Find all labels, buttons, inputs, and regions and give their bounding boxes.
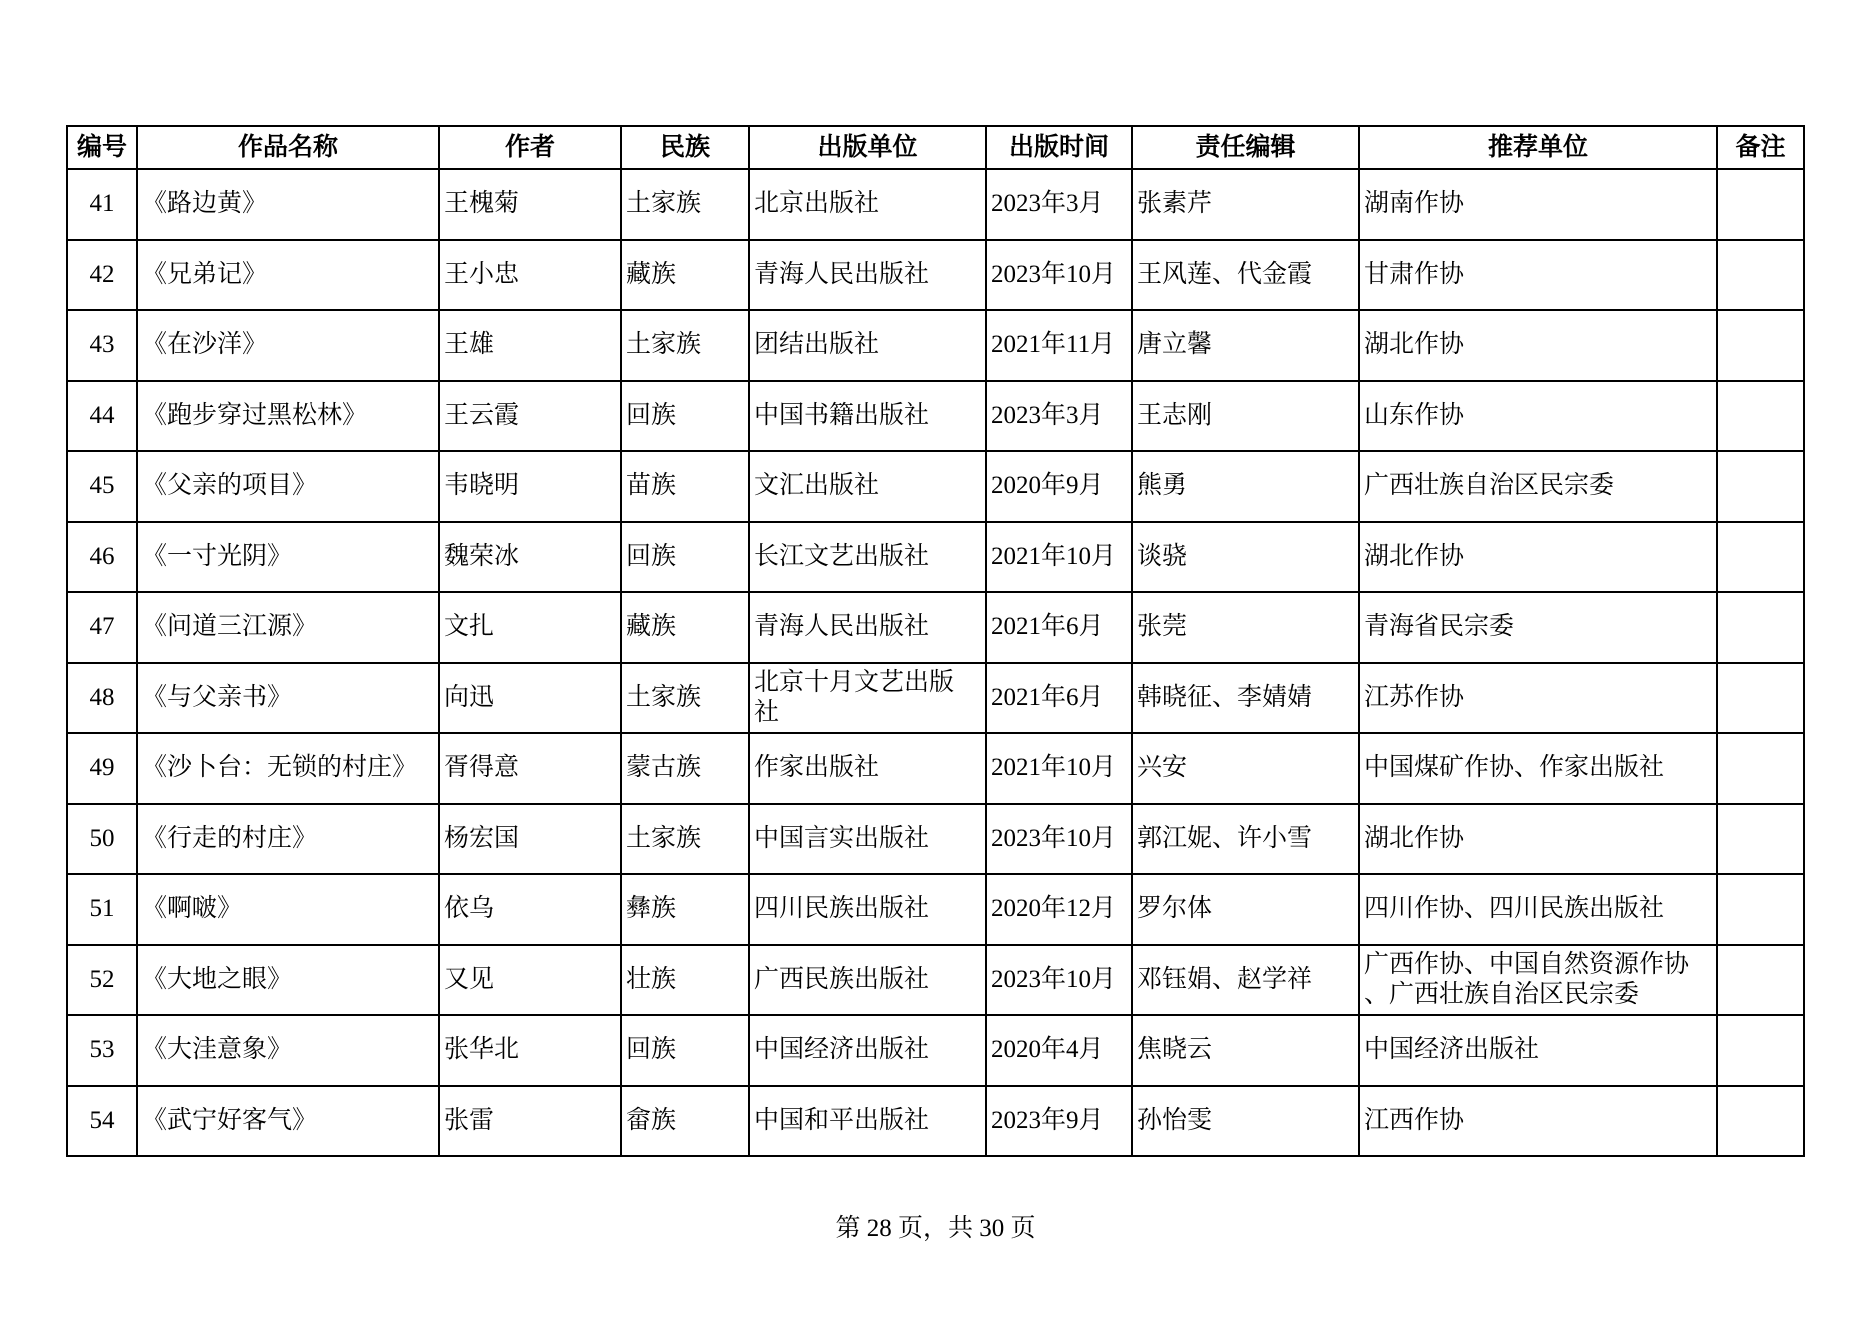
- row-number-text: 47: [89, 613, 115, 641]
- cell-author: [439, 522, 621, 593]
- cell-work-title: [137, 240, 439, 311]
- cell-editor: [1132, 381, 1359, 452]
- cell-remark: [1717, 310, 1804, 381]
- recommender-text: 江西作协: [1364, 1106, 1465, 1134]
- cell-work-title: [137, 663, 439, 734]
- cell-publish-date: [986, 1015, 1132, 1086]
- publish-date-text: 2021年10月: [991, 542, 1117, 570]
- cell-publisher: [749, 663, 986, 734]
- cell-recommender: [1359, 1086, 1717, 1157]
- work-title-text: 《父亲的项目》: [142, 472, 318, 500]
- work-title-text: 《大洼意象》: [142, 1036, 293, 1064]
- author-text: 韦晓明: [444, 472, 520, 500]
- cell-work-title: [137, 874, 439, 945]
- cell-row-number: [67, 310, 137, 381]
- publisher-text: 中国经济出版社: [754, 1036, 930, 1064]
- cell-row-number: [67, 874, 137, 945]
- cell-editor: [1132, 522, 1359, 593]
- recommender-text: 中国煤矿作协、作家出版社: [1364, 754, 1665, 782]
- cell-publish-date: [986, 451, 1132, 522]
- author-text: 文扎: [444, 613, 495, 641]
- publish-date-text: 2023年3月: [991, 190, 1104, 218]
- table-row: [67, 381, 1804, 452]
- work-title-text: 《沙卜台：无锁的村庄》: [142, 754, 418, 782]
- cell-row-number: [67, 240, 137, 311]
- author-text: 王云霞: [444, 401, 520, 429]
- cell-editor: [1132, 733, 1359, 804]
- ethnicity-text: 回族: [626, 1036, 677, 1064]
- ethnicity-text: 藏族: [626, 613, 677, 641]
- cell-recommender: [1359, 804, 1717, 875]
- cell-publisher: [749, 240, 986, 311]
- cell-ethnicity: [621, 381, 749, 452]
- cell-remark: [1717, 874, 1804, 945]
- cell-recommender: [1359, 522, 1717, 593]
- row-number-text: 45: [89, 472, 115, 500]
- cell-recommender: [1359, 945, 1717, 1016]
- author-text: 王小忠: [444, 260, 520, 288]
- cell-remark: [1717, 1015, 1804, 1086]
- table-row: [67, 451, 1804, 522]
- header-number: 编号: [67, 126, 137, 169]
- cell-publisher: [749, 381, 986, 452]
- ethnicity-text: 土家族: [626, 683, 702, 711]
- work-title-text: 《问道三江源》: [142, 613, 318, 641]
- cell-work-title: [137, 592, 439, 663]
- table-row: [67, 1086, 1804, 1157]
- author-text: 张华北: [444, 1036, 520, 1064]
- cell-ethnicity: [621, 592, 749, 663]
- ethnicity-text: 藏族: [626, 260, 677, 288]
- cell-editor: [1132, 592, 1359, 663]
- row-number-text: 41: [89, 190, 115, 218]
- cell-author: [439, 381, 621, 452]
- cell-row-number: [67, 522, 137, 593]
- cell-author: [439, 592, 621, 663]
- publish-date-text: 2023年3月: [991, 401, 1104, 429]
- cell-ethnicity: [621, 663, 749, 734]
- cell-work-title: [137, 1086, 439, 1157]
- recommender-text: 中国经济出版社: [1364, 1036, 1540, 1064]
- table-row: [67, 240, 1804, 311]
- work-title-text: 《武宁好客气》: [142, 1106, 318, 1134]
- cell-remark: [1717, 381, 1804, 452]
- cell-publish-date: [986, 663, 1132, 734]
- cell-remark: [1717, 169, 1804, 240]
- row-number-text: 44: [89, 401, 115, 429]
- cell-author: [439, 310, 621, 381]
- table-row: [67, 522, 1804, 593]
- publisher-text: 北京出版社: [754, 190, 880, 218]
- table-body: [67, 169, 1804, 1156]
- row-number-text: 53: [89, 1036, 115, 1064]
- works-table: [66, 125, 1805, 1157]
- cell-author: [439, 804, 621, 875]
- cell-author: [439, 1086, 621, 1157]
- cell-ethnicity: [621, 522, 749, 593]
- cell-editor: [1132, 240, 1359, 311]
- page-number: 第 28 页，共 30 页: [835, 1215, 1036, 1242]
- ethnicity-text: 土家族: [626, 824, 702, 852]
- table-row: [67, 1015, 1804, 1086]
- cell-row-number: [67, 733, 137, 804]
- work-title-text: 《路边黄》: [142, 190, 268, 218]
- cell-recommender: [1359, 874, 1717, 945]
- cell-recommender: [1359, 592, 1717, 663]
- cell-row-number: [67, 663, 137, 734]
- author-text: 胥得意: [444, 754, 520, 782]
- cell-row-number: [67, 945, 137, 1016]
- ethnicity-text: 彝族: [626, 895, 677, 923]
- table-row: [67, 169, 1804, 240]
- editor-text: 张莞: [1137, 613, 1188, 641]
- cell-publish-date: [986, 522, 1132, 593]
- author-text: 王雄: [444, 331, 495, 359]
- cell-recommender: [1359, 169, 1717, 240]
- cell-publisher: [749, 169, 986, 240]
- cell-row-number: [67, 1086, 137, 1157]
- table-row: [67, 804, 1804, 875]
- cell-remark: [1717, 451, 1804, 522]
- cell-recommender: [1359, 310, 1717, 381]
- cell-row-number: [67, 451, 137, 522]
- cell-publish-date: [986, 310, 1132, 381]
- cell-ethnicity: [621, 169, 749, 240]
- cell-recommender: [1359, 733, 1717, 804]
- work-title-text: 《跑步穿过黑松林》: [142, 401, 368, 429]
- cell-publish-date: [986, 945, 1132, 1016]
- ethnicity-text: 土家族: [626, 190, 702, 218]
- editor-text: 焦晓云: [1137, 1036, 1213, 1064]
- cell-work-title: [137, 169, 439, 240]
- publish-date-text: 2020年9月: [991, 472, 1104, 500]
- cell-publisher: [749, 310, 986, 381]
- cell-recommender: [1359, 663, 1717, 734]
- cell-remark: [1717, 804, 1804, 875]
- ethnicity-text: 畲族: [626, 1106, 677, 1134]
- recommender-text: 湖南作协: [1364, 190, 1465, 218]
- cell-recommender: [1359, 240, 1717, 311]
- header-publish-date: 出版时间: [986, 126, 1132, 169]
- cell-recommender: [1359, 1015, 1717, 1086]
- cell-publisher: [749, 1086, 986, 1157]
- ethnicity-text: 蒙古族: [626, 754, 702, 782]
- editor-text: 谈骁: [1137, 542, 1188, 570]
- recommender-text: 甘肃作协: [1364, 260, 1465, 288]
- publish-date-text: 2020年4月: [991, 1036, 1104, 1064]
- publish-date-text: 2021年6月: [991, 683, 1104, 711]
- publisher-text: 广西民族出版社: [754, 965, 930, 993]
- publisher-text: 四川民族出版社: [754, 895, 930, 923]
- publish-date-text: 2020年12月: [991, 895, 1117, 923]
- cell-publisher: [749, 592, 986, 663]
- cell-author: [439, 663, 621, 734]
- editor-text: 王风莲、代金霞: [1137, 260, 1313, 288]
- cell-ethnicity: [621, 451, 749, 522]
- cell-editor: [1132, 804, 1359, 875]
- ethnicity-text: 回族: [626, 542, 677, 570]
- cell-work-title: [137, 804, 439, 875]
- row-number-text: 43: [89, 331, 115, 359]
- cell-remark: [1717, 240, 1804, 311]
- cell-author: [439, 874, 621, 945]
- cell-remark: [1717, 522, 1804, 593]
- cell-publisher: [749, 945, 986, 1016]
- cell-publish-date: [986, 804, 1132, 875]
- author-text: 又见: [444, 965, 495, 993]
- cell-editor: [1132, 1015, 1359, 1086]
- publisher-text: 作家出版社: [754, 754, 880, 782]
- editor-text: 唐立馨: [1137, 331, 1213, 359]
- cell-ethnicity: [621, 733, 749, 804]
- cell-work-title: [137, 310, 439, 381]
- author-text: 向迅: [444, 683, 495, 711]
- table-row: [67, 874, 1804, 945]
- ethnicity-text: 苗族: [626, 472, 677, 500]
- cell-publisher: [749, 733, 986, 804]
- row-number-text: 52: [89, 965, 115, 993]
- cell-publish-date: [986, 874, 1132, 945]
- cell-author: [439, 1015, 621, 1086]
- cell-ethnicity: [621, 874, 749, 945]
- publisher-text: 青海人民出版社: [754, 613, 930, 641]
- editor-text: 孙怡雯: [1137, 1106, 1213, 1134]
- header-author: 作者: [439, 126, 621, 169]
- cell-publish-date: [986, 381, 1132, 452]
- cell-remark: [1717, 733, 1804, 804]
- header-recommender: 推荐单位: [1359, 126, 1717, 169]
- cell-recommender: [1359, 381, 1717, 452]
- row-number-text: 51: [89, 895, 115, 923]
- editor-text: 韩晓征、李婧婧: [1137, 683, 1313, 711]
- author-text: 依乌: [444, 895, 495, 923]
- cell-editor: [1132, 310, 1359, 381]
- publish-date-text: 2021年6月: [991, 613, 1104, 641]
- row-number-text: 54: [89, 1106, 115, 1134]
- cell-work-title: [137, 945, 439, 1016]
- cell-publish-date: [986, 592, 1132, 663]
- cell-remark: [1717, 1086, 1804, 1157]
- publisher-text: 长江文艺出版社: [754, 542, 930, 570]
- work-title-text: 《兄弟记》: [142, 260, 268, 288]
- cell-publish-date: [986, 733, 1132, 804]
- work-title-text: 《一寸光阴》: [142, 542, 293, 570]
- publisher-text: 团结出版社: [754, 331, 880, 359]
- cell-publish-date: [986, 240, 1132, 311]
- table-row: [67, 733, 1804, 804]
- cell-author: [439, 240, 621, 311]
- editor-text: 兴安: [1137, 754, 1188, 782]
- publish-date-text: 2023年10月: [991, 824, 1117, 852]
- publish-date-text: 2021年11月: [991, 331, 1116, 359]
- cell-editor: [1132, 663, 1359, 734]
- publisher-text: 青海人民出版社: [754, 260, 930, 288]
- row-number-text: 42: [89, 260, 115, 288]
- header-publisher: 出版单位: [749, 126, 986, 169]
- cell-publisher: [749, 1015, 986, 1086]
- cell-ethnicity: [621, 804, 749, 875]
- header-ethnicity: 民族: [621, 126, 749, 169]
- work-title-text: 《啊啵》: [142, 895, 243, 923]
- header-editor: 责任编辑: [1132, 126, 1359, 169]
- recommender-text: 山东作协: [1364, 401, 1465, 429]
- ethnicity-text: 回族: [626, 401, 677, 429]
- cell-remark: [1717, 663, 1804, 734]
- cell-ethnicity: [621, 310, 749, 381]
- row-number-text: 46: [89, 542, 115, 570]
- cell-editor: [1132, 451, 1359, 522]
- work-title-text: 《与父亲书》: [142, 683, 293, 711]
- cell-ethnicity: [621, 1015, 749, 1086]
- recommender-text: 湖北作协: [1364, 824, 1465, 852]
- table-row: [67, 945, 1804, 1016]
- cell-publisher: [749, 522, 986, 593]
- editor-text: 罗尔体: [1137, 895, 1213, 923]
- editor-text: 张素芹: [1137, 190, 1213, 218]
- publish-date-text: 2023年10月: [991, 260, 1117, 288]
- editor-text: 邓钰娟、赵学祥: [1137, 965, 1313, 993]
- row-number-text: 50: [89, 824, 115, 852]
- cell-row-number: [67, 169, 137, 240]
- header-remark: 备注: [1717, 126, 1804, 169]
- cell-publisher: [749, 451, 986, 522]
- editor-text: 郭江妮、许小雪: [1137, 824, 1313, 852]
- cell-row-number: [67, 1015, 137, 1086]
- editor-text: 王志刚: [1137, 401, 1213, 429]
- cell-publish-date: [986, 1086, 1132, 1157]
- author-text: 魏荣冰: [444, 542, 520, 570]
- cell-editor: [1132, 945, 1359, 1016]
- publish-date-text: 2023年10月: [991, 965, 1117, 993]
- publisher-text: 中国言实出版社: [754, 824, 930, 852]
- publisher-text: 文汇出版社: [754, 472, 880, 500]
- publisher-text: 中国书籍出版社: [754, 401, 930, 429]
- cell-publish-date: [986, 169, 1132, 240]
- publisher-text: 中国和平出版社: [754, 1106, 930, 1134]
- cell-publisher: [749, 804, 986, 875]
- cell-row-number: [67, 381, 137, 452]
- table-row: [67, 663, 1804, 734]
- publish-date-text: 2023年9月: [991, 1106, 1104, 1134]
- recommender-text: 江苏作协: [1364, 683, 1465, 711]
- cell-editor: [1132, 1086, 1359, 1157]
- cell-author: [439, 169, 621, 240]
- cell-work-title: [137, 381, 439, 452]
- ethnicity-text: 土家族: [626, 331, 702, 359]
- cell-ethnicity: [621, 945, 749, 1016]
- cell-ethnicity: [621, 240, 749, 311]
- author-text: 王槐菊: [444, 190, 520, 218]
- cell-author: [439, 945, 621, 1016]
- author-text: 张雷: [444, 1106, 495, 1134]
- recommender-text: 青海省民宗委: [1364, 613, 1515, 641]
- cell-row-number: [67, 592, 137, 663]
- cell-row-number: [67, 804, 137, 875]
- publisher-text: 北京十月文艺出版社: [754, 668, 955, 726]
- table-row: [67, 592, 1804, 663]
- page-footer: [0, 1208, 1871, 1244]
- editor-text: 熊勇: [1137, 472, 1188, 500]
- author-text: 杨宏国: [444, 824, 520, 852]
- cell-remark: [1717, 945, 1804, 1016]
- ethnicity-text: 壮族: [626, 965, 677, 993]
- recommender-text: 四川作协、四川民族出版社: [1364, 895, 1665, 923]
- recommender-text: 广西作协、中国自然资源作协、广西壮族自治区民宗委: [1364, 950, 1690, 1008]
- recommender-text: 湖北作协: [1364, 542, 1465, 570]
- header-work-title: 作品名称: [137, 126, 439, 169]
- row-number-text: 48: [89, 683, 115, 711]
- cell-author: [439, 733, 621, 804]
- recommender-text: 湖北作协: [1364, 331, 1465, 359]
- cell-work-title: [137, 733, 439, 804]
- work-title-text: 《大地之眼》: [142, 965, 293, 993]
- table-row: [67, 310, 1804, 381]
- cell-recommender: [1359, 451, 1717, 522]
- table-header: [67, 126, 1804, 169]
- publish-date-text: 2021年10月: [991, 754, 1117, 782]
- work-title-text: 《在沙洋》: [142, 331, 268, 359]
- header-row: [67, 126, 1804, 169]
- recommender-text: 广西壮族自治区民宗委: [1364, 472, 1615, 500]
- row-number-text: 49: [89, 754, 115, 782]
- cell-work-title: [137, 522, 439, 593]
- cell-editor: [1132, 169, 1359, 240]
- cell-publisher: [749, 874, 986, 945]
- cell-ethnicity: [621, 1086, 749, 1157]
- cell-work-title: [137, 1015, 439, 1086]
- cell-work-title: [137, 451, 439, 522]
- cell-remark: [1717, 592, 1804, 663]
- cell-editor: [1132, 874, 1359, 945]
- cell-author: [439, 451, 621, 522]
- work-title-text: 《行走的村庄》: [142, 824, 318, 852]
